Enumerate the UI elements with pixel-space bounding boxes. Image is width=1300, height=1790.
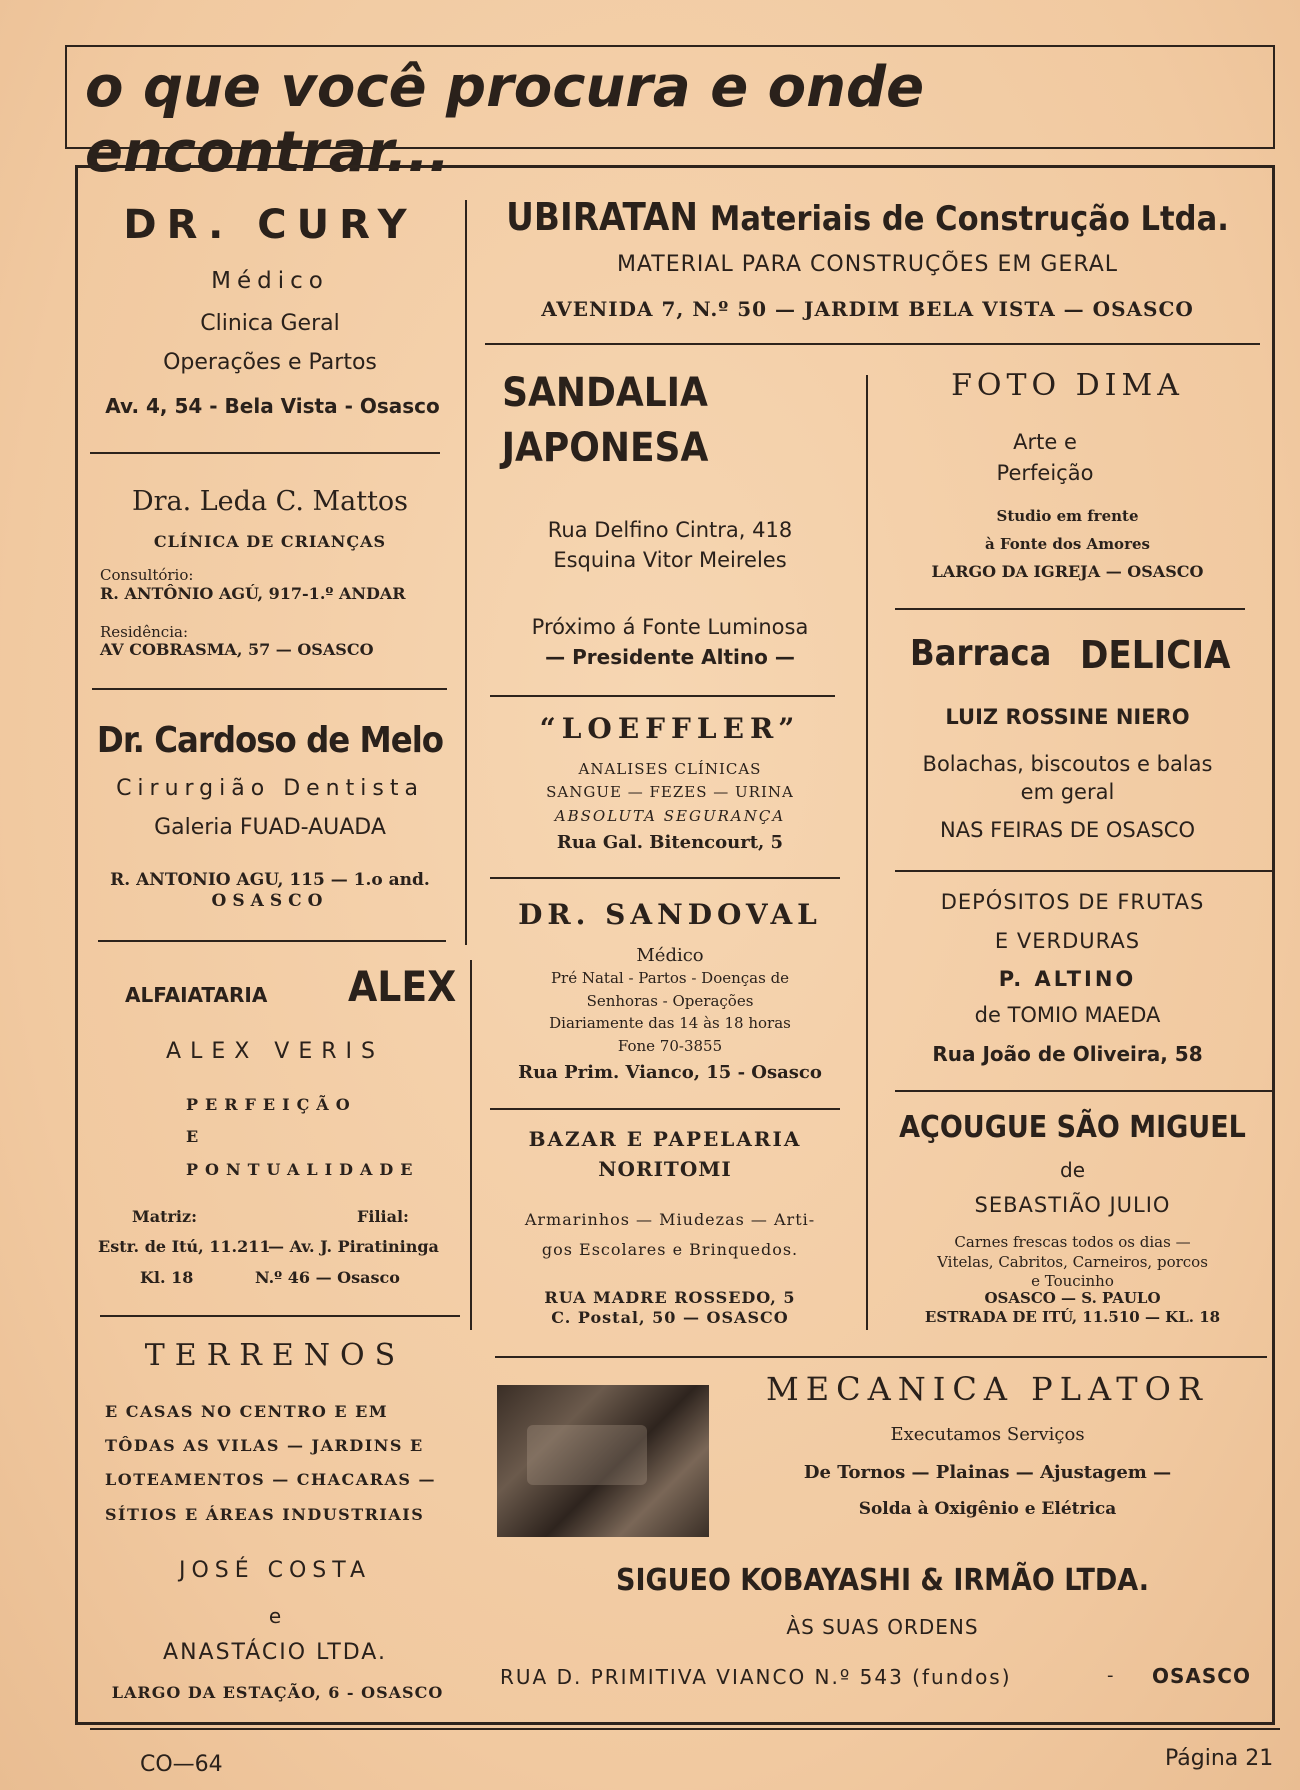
mecanica-line2: De Tornos — Plainas — Ajustagem — (803, 1462, 1172, 1483)
frutas-line1: DEPÓSITOS DE FRUTAS (940, 890, 1205, 914)
footer-left: CO—64 (140, 1752, 223, 1777)
rule-alex (100, 1315, 460, 1317)
rule-foto (895, 608, 1245, 610)
divider-col1 (465, 200, 467, 945)
alex-motto3: PONTUALIDADE (186, 1160, 420, 1179)
sandalia-line2: JAPONESA (501, 425, 709, 471)
sandalia-near2: — Presidente Altino — (545, 645, 795, 669)
ubiratan-address: AVENIDA 7, N.º 50 — JARDIM BELA VISTA — OSASCO (541, 297, 1194, 321)
alex-matriz-addr2: Kl. 18 (140, 1268, 194, 1287)
leda-name: Dra. Leda C. Mattos (131, 486, 409, 517)
barraca-line3: NAS FEIRAS DE OSASCO (940, 818, 1195, 842)
leda-consult-label: Consultório: (100, 566, 194, 584)
terrenos-name: JOSÉ COSTA (178, 1558, 372, 1583)
acougue-line1: Carnes frescas todos os dias — (954, 1233, 1191, 1251)
cardoso-city: OSASCO (211, 891, 329, 911)
sandoval-line1: Pré Natal - Partos - Doenças de (550, 969, 790, 987)
leda-res-label: Residência: (100, 623, 189, 641)
cury-role: Médico (211, 268, 329, 294)
sandoval-phone: Fone 70-3855 (617, 1037, 723, 1055)
terrenos-line2: TÔDAS AS VILAS — JARDINS E (105, 1436, 424, 1455)
ubiratan-name-bold: UBIRATAN (506, 195, 698, 239)
barraca-name-b: DELICIA (1080, 633, 1231, 677)
sandoval-line2: Senhoras - Operações (586, 992, 754, 1010)
terrenos-address: LARGO DA ESTAÇÃO, 6 - OSASCO (111, 1683, 444, 1702)
mecanica-line3: Solda à Oxigênio e Elétrica (858, 1499, 1117, 1519)
acougue-name: AÇOUGUE SÃO MIGUEL (899, 1110, 1246, 1145)
rule-leda (92, 688, 447, 690)
divider-col2 (866, 375, 868, 1330)
loeffler-address: Rua Gal. Bitencourt, 5 (556, 832, 784, 853)
mecanica-company: SIGUEO KOBAYASHI & IRMÃO LTDA. (616, 1563, 1149, 1598)
sandoval-role: Médico (636, 945, 704, 966)
alex-matriz-label: Matriz: (132, 1207, 197, 1226)
terrenos-line1: E CASAS NO CENTRO E EM (105, 1402, 389, 1421)
acougue-city: OSASCO — S. PAULO (984, 1289, 1161, 1307)
bazar-desc1: Armarinhos — Miudezas — Arti- (524, 1210, 816, 1229)
foto-address: LARGO DA IGREJA — OSASCO (931, 562, 1204, 581)
cardoso-name: Dr. Cardoso de Melo (96, 720, 444, 761)
cury-line2: Operações e Partos (163, 350, 377, 375)
sandoval-line3: Diariamente das 14 às 18 horas (549, 1014, 791, 1032)
acougue-line3: e Toucinho (1031, 1272, 1114, 1290)
sandalia-near1: Próximo á Fonte Luminosa (531, 615, 809, 639)
alex-motto1: PERFEIÇÃO (186, 1095, 357, 1114)
leda-role: CLÍNICA DE CRIANÇAS (153, 532, 387, 551)
foto-line1: Arte e (1013, 430, 1077, 454)
rule-cury (90, 452, 440, 454)
loeffler-line2: SANGUE — FEZES — URINA (546, 783, 794, 801)
mecanica-city: OSASCO (1152, 1664, 1251, 1688)
terrenos-name2: ANASTÁCIO LTDA. (163, 1640, 387, 1665)
alex-filial-label: Filial: (357, 1207, 409, 1226)
acougue-address: ESTRADA DE ITÚ, 11.510 — KL. 18 (924, 1308, 1221, 1326)
acougue-de: de (1060, 1158, 1085, 1182)
cury-address: Av. 4, 54 - Bela Vista - Osasco (105, 394, 440, 418)
terrenos-and: e (268, 1604, 282, 1628)
rule-loeffler (490, 877, 840, 879)
bazar-line2: NORITOMI (598, 1157, 732, 1181)
loeffler-line3: ABSOLUTA SEGURANÇA (554, 807, 786, 825)
alex-motto2: E (186, 1127, 199, 1146)
mecanica-name: MECANICA PLATOR (766, 1370, 1209, 1408)
bazar-line1: BAZAR E PAPELARIA (528, 1127, 802, 1151)
mecanica-tag: ÀS SUAS ORDENS (786, 1615, 979, 1639)
frutas-line3: P. ALTINO (998, 967, 1137, 991)
ubiratan-name-rest: Materiais de Construção Ltda. (709, 199, 1229, 239)
barraca-line1: Bolachas, biscoutos e balas (922, 752, 1213, 776)
cardoso-gallery: Galeria FUAD-AUADA (154, 815, 386, 840)
barraca-name-a: Barraca (910, 633, 1052, 674)
frutas-address: Rua João de Oliveira, 58 (932, 1042, 1203, 1066)
foto-name: FOTO DIMA (951, 368, 1184, 403)
header-box (65, 45, 1275, 185)
terrenos-title: TERRENOS (144, 1338, 406, 1373)
loeffler-name: “LOEFFLER” (539, 712, 801, 745)
sandalia-addr1: Rua Delfino Cintra, 418 (547, 518, 793, 542)
ubiratan-title (475, 195, 1260, 239)
bazar-addr2: C. Postal, 50 — OSASCO (551, 1308, 789, 1327)
alex-filial-addr1: — Av. J. Piratininga (268, 1237, 439, 1256)
frutas-line2: E VERDURAS (994, 929, 1141, 953)
sandoval-name: DR. SANDOVAL (518, 898, 822, 931)
terrenos-line3: LOTEAMENTOS — CHACARAS — (105, 1470, 437, 1489)
alex-owner: ALEX VERIS (166, 1039, 384, 1064)
sandoval-address: Rua Prim. Vianco, 15 - Osasco (518, 1062, 822, 1083)
lathe-photo (497, 1385, 709, 1537)
alex-matriz-addr1: Estr. de Itú, 11.211 (98, 1237, 271, 1256)
barraca-line2: em geral (1020, 780, 1115, 804)
leda-consult-addr: R. ANTÔNIO AGÚ, 917-1.º ANDAR (100, 584, 406, 603)
mecanica-address: RUA D. PRIMITIVA VIANCO N.º 543 (fundos) (500, 1665, 1012, 1689)
acougue-line2: Vitelas, Cabritos, Carneiros, porcos (937, 1253, 1208, 1271)
foto-line3: Studio em frente (996, 507, 1139, 525)
cury-line1: Clinica Geral (200, 311, 340, 336)
bazar-addr1: RUA MADRE ROSSEDO, 5 (544, 1288, 796, 1307)
cardoso-role: Cirurgião Dentista (116, 776, 424, 801)
alex-label: ALFAIATARIA (125, 983, 268, 1007)
page-title: o que você procura e onde encontrar... (85, 55, 925, 185)
rule-bottom (90, 1728, 1280, 1730)
rule-barraca (895, 870, 1275, 872)
terrenos-line4: SÍTIOS E ÁREAS INDUSTRIAIS (105, 1505, 425, 1524)
mecanica-line1: Executamos Serviços (890, 1424, 1085, 1445)
alex-name: ALEX (348, 962, 457, 1011)
rule-cardoso (98, 940, 446, 942)
foto-line4: à Fonte dos Amores (985, 535, 1150, 553)
divider-col1b (470, 960, 472, 1330)
cury-name: DR. CURY (123, 202, 417, 248)
loeffler-line1: ANALISES CLÍNICAS (578, 760, 762, 778)
foto-line2: Perfeição (996, 461, 1094, 485)
ubiratan-tagline: MATERIAL PARA CONSTRUÇÕES EM GERAL (616, 252, 1119, 277)
acougue-owner: SEBASTIÃO JULIO (974, 1193, 1171, 1217)
barraca-owner: LUIZ ROSSINE NIERO (945, 705, 1190, 729)
mecanica-dash: - (1107, 1665, 1114, 1686)
page-number: Página 21 (1165, 1746, 1274, 1771)
rule-sandalia (490, 695, 835, 697)
alex-filial-addr2: N.º 46 — Osasco (255, 1268, 400, 1287)
sandalia-addr2: Esquina Vitor Meireles (553, 548, 787, 572)
rule-sandoval (490, 1108, 840, 1110)
rule-mecanica (495, 1356, 1267, 1358)
frutas-line4: de TOMIO MAEDA (974, 1003, 1161, 1027)
rule-ubiratan (485, 343, 1260, 345)
leda-res-addr: AV COBRASMA, 57 — OSASCO (100, 640, 374, 659)
cardoso-address: R. ANTONIO AGU, 115 — 1.o and. (110, 870, 430, 890)
bazar-desc2: gos Escolares e Brinquedos. (541, 1240, 799, 1259)
rule-frutas (895, 1090, 1275, 1092)
sandalia-line1: SANDALIA (502, 370, 708, 416)
